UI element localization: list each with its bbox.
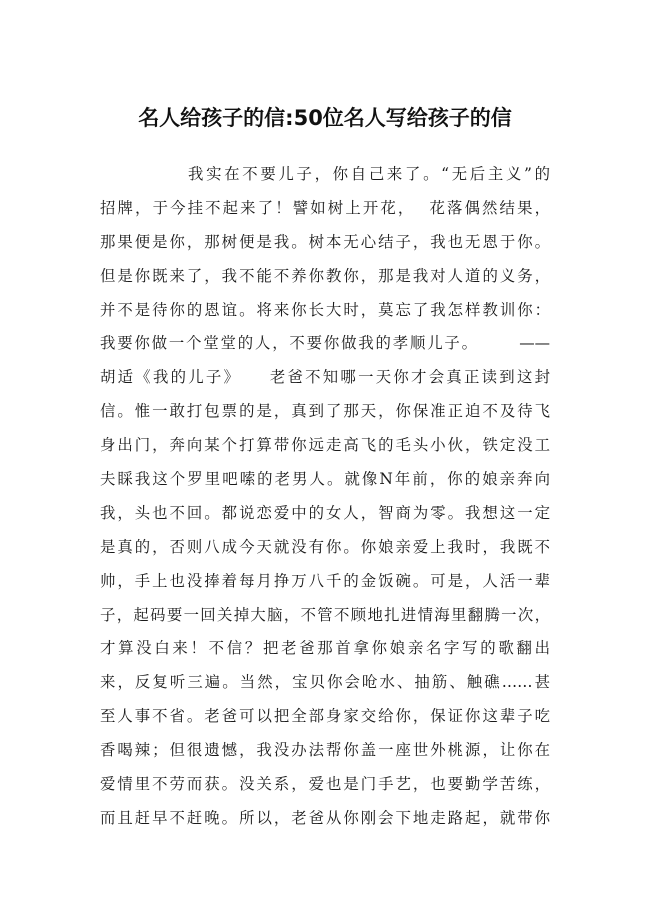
- paragraph-line: 帅，手上也没捧着每月挣万八千的金饭碗。可是，人活一辈: [100, 571, 550, 590]
- paragraph-line: 并不是待你的恩谊。将来你长大时，莫忘了我怎样教训你：: [100, 300, 550, 319]
- paragraph-line: 但是你既来了，我不能不养你教你，那是我对人道的义务，: [100, 266, 550, 285]
- paragraph-line: 才算没白来！不信？把老爸那首拿你娘亲名字写的歌翻出: [100, 639, 550, 658]
- paragraph-line: 身出门，奔向某个打算带你远走高飞的毛头小伙，铁定没工: [100, 436, 550, 455]
- document-title: 名人给孩子的信:50位名人写给孩子的信: [138, 106, 512, 130]
- paragraph-line: 香喝辣；但很遗憾，我没办法帮你盖一座世外桃源，让你在: [100, 741, 550, 760]
- paragraph-line: 爱情里不劳而获。没关系，爱也是门手艺，也要勤学苦练，: [100, 775, 550, 794]
- paragraph-line: 而且赶早不赶晚。所以，老爸从你刚会下地走路起，就带你: [100, 808, 550, 827]
- paragraph-line: 我实在不要儿子，你自己来了。“无后主义”的: [188, 165, 550, 183]
- paragraph-line: 招牌，于今挂不起来了！譬如树上开花， 花落偶然结果，: [100, 198, 550, 217]
- paragraph-line: 至人事不省。老爸可以把全部身家交给你，保证你这辈子吃: [100, 707, 550, 726]
- paragraph-line: 来，反复听三遍。当然，宝贝你会呛水、抽筋、触礁……甚: [100, 673, 550, 692]
- paragraph-line: 是真的，否则八成今天就没有你。你娘亲爱上我时，我既不: [100, 537, 550, 556]
- paragraph-line: 我，头也不回。都说恋爱中的女人，智商为零。我想这一定: [100, 503, 550, 522]
- paragraph-line: 那果便是你，那树便是我。树本无心结子，我也无恩于你。: [100, 232, 550, 251]
- paragraph-line: 子，起码要一回关掉大脑，不管不顾地扎进情海里翻腾一次，: [100, 605, 550, 624]
- paragraph-line: 夫睬我这个罗里吧嗦的老男人。就像N年前，你的娘亲奔向: [100, 470, 550, 489]
- paragraph-line: 胡适《我的儿子》 老爸不知哪一天你才会真正读到这封: [100, 368, 550, 387]
- paragraph-line: 我要你做一个堂堂的人，不要你做我的孝顺儿子。 ——: [100, 334, 550, 353]
- paragraph-line: 信。惟一敢打包票的是，真到了那天，你保准正迫不及待飞: [100, 402, 550, 421]
- document-body: [100, 158, 550, 836]
